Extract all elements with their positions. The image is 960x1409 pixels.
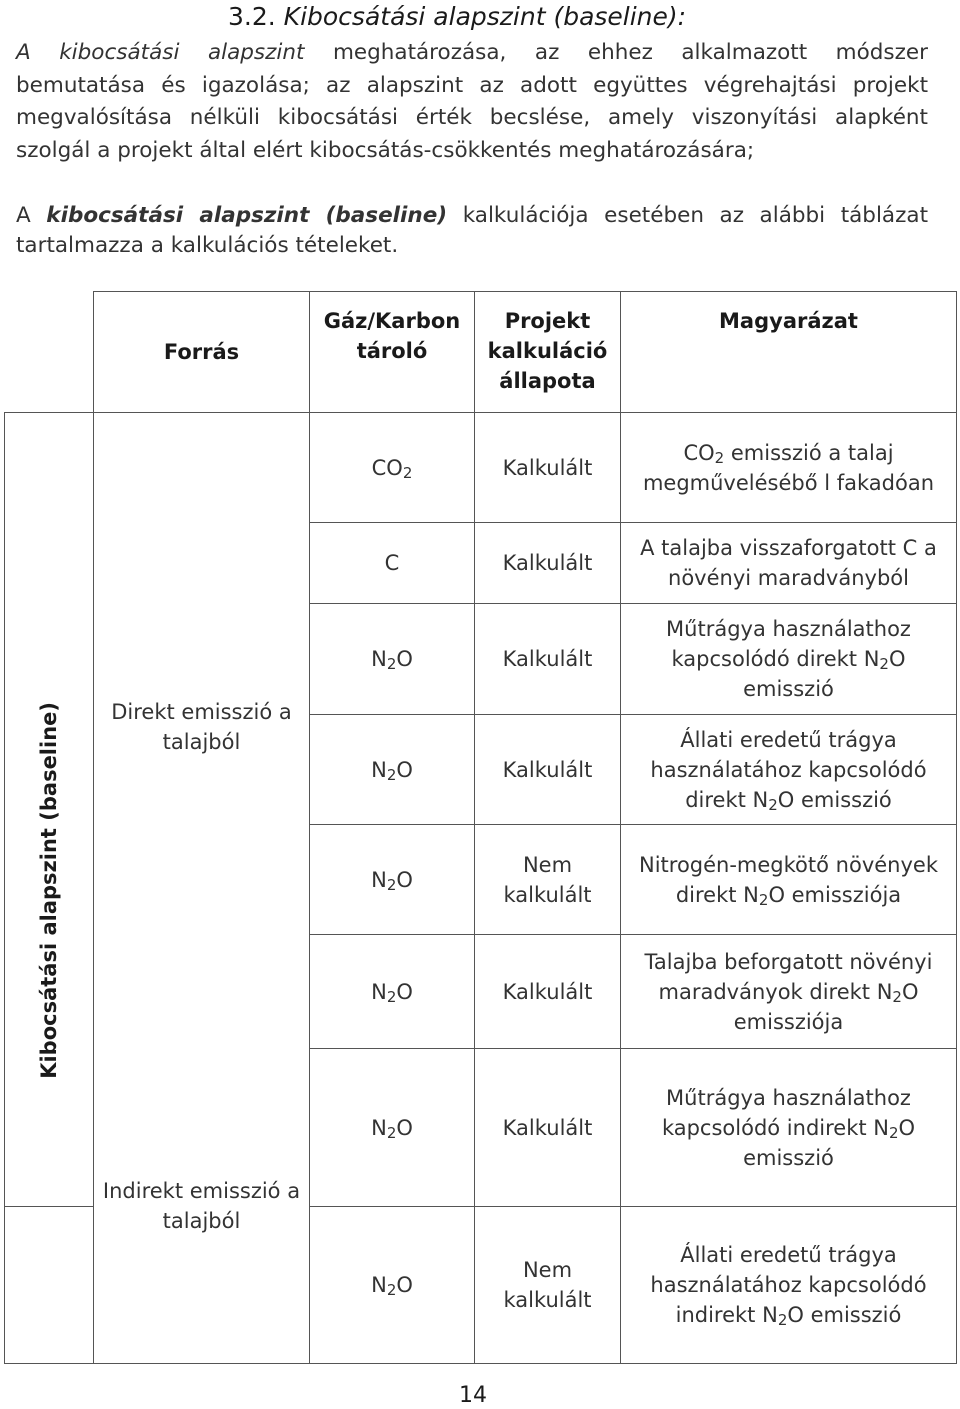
explanation-cell: Állati eredetű trágya használatához kapcsolódó indirekt $N_2O$ emisszió: [621, 1207, 957, 1364]
paragraph-definition: [16, 37, 928, 167]
header-status: Projekt kalkuláció állapota: [475, 292, 621, 413]
term-bold-italic: kibocsátási alapszint (baseline): [46, 203, 448, 228]
page-number: 14: [459, 1383, 487, 1408]
paragraph-table-intro: [16, 201, 928, 261]
status-cell: Kalkulált: [475, 604, 621, 715]
paragraph1-rest: bemutatása és igazolása; az alapszint az adott együttes végrehajtási projekt megvalósítása nélküli kibocsátási érték becslése, amely viszonyítási alapként szolgál a projekt által elért kibocsátás-csökkentés meghatározására;: [16, 72, 928, 163]
section-heading: [228, 2, 686, 31]
paragraph2-prefix: A: [16, 203, 47, 228]
explanation-cell: Állati eredetű trágya használatához kapcsolódó direkt $N_2O$ emisszió: [621, 715, 957, 825]
status-cell: Kalkulált: [475, 935, 621, 1049]
gas-cell: $N_2O$: [310, 715, 475, 825]
status-cell: Nem kalkulált: [475, 1207, 621, 1364]
gas-cell: C: [310, 523, 475, 604]
gas-cell: $N_2O$: [310, 935, 475, 1049]
gas-cell: $N_2O$: [310, 1049, 475, 1207]
paragraph2-line2: tartalmazza a kalkulációs tételeket.: [16, 233, 399, 258]
gas-cell: $CO_2$: [310, 413, 475, 523]
explanation-cell: Nitrogén-megkötő növények direkt $N_2O$ emissziója: [621, 825, 957, 935]
source-direct: Direkt emisszió a talajból: [94, 413, 310, 1049]
header-source: Forrás: [94, 292, 310, 413]
explanation-cell: Műtrágya használathoz kapcsolódó indirekt $N_2O$ emisszió: [621, 1049, 957, 1207]
paragraph2-line1: kalkulációja esetében az alábbi táblázat: [447, 203, 928, 228]
paragraph1-line1: meghatározása, az ehhez alkalmazott módszer: [304, 40, 928, 65]
baseline-table: [4, 291, 957, 1364]
side-blank-cell: [5, 1207, 94, 1364]
explanation-cell: A talajba visszaforgatott C a növényi maradványból: [621, 523, 957, 604]
status-cell: Nem kalkulált: [475, 825, 621, 935]
status-cell: Kalkulált: [475, 413, 621, 523]
header-empty-cell: [5, 292, 94, 413]
side-label: Kibocsátási alapszint (baseline): [37, 702, 61, 1080]
gas-cell: $N_2O$: [310, 825, 475, 935]
table-header-row: [5, 292, 957, 413]
header-gas: Gáz/Karbon tároló: [310, 292, 475, 413]
section-title: Kibocsátási alapszint (baseline):: [283, 2, 687, 31]
gas-cell: $N_2O$: [310, 1207, 475, 1364]
table-row: [5, 1049, 957, 1207]
explanation-cell: Műtrágya használathoz kapcsolódó direkt $N_2O$ emisszió: [621, 604, 957, 715]
explanation-cell: Talajba beforgatott növényi maradványok direkt $N_2O$ emissziója: [621, 935, 957, 1049]
header-explanation: Magyarázat: [621, 292, 957, 413]
status-cell: Kalkulált: [475, 523, 621, 604]
table-row: [5, 413, 957, 523]
source-indirect: Indirekt emisszió a talajból: [94, 1049, 310, 1364]
gas-cell: $N_2O$: [310, 604, 475, 715]
status-cell: Kalkulált: [475, 1049, 621, 1207]
side-label-cell: [5, 413, 94, 1080]
status-cell: Kalkulált: [475, 715, 621, 825]
explanation-cell: $CO_2$ emisszió a talaj megművelésébő l fakadóan: [621, 413, 957, 523]
term-italic: A kibocsátási alapszint: [16, 40, 305, 65]
section-number: 3.2.: [228, 2, 276, 31]
